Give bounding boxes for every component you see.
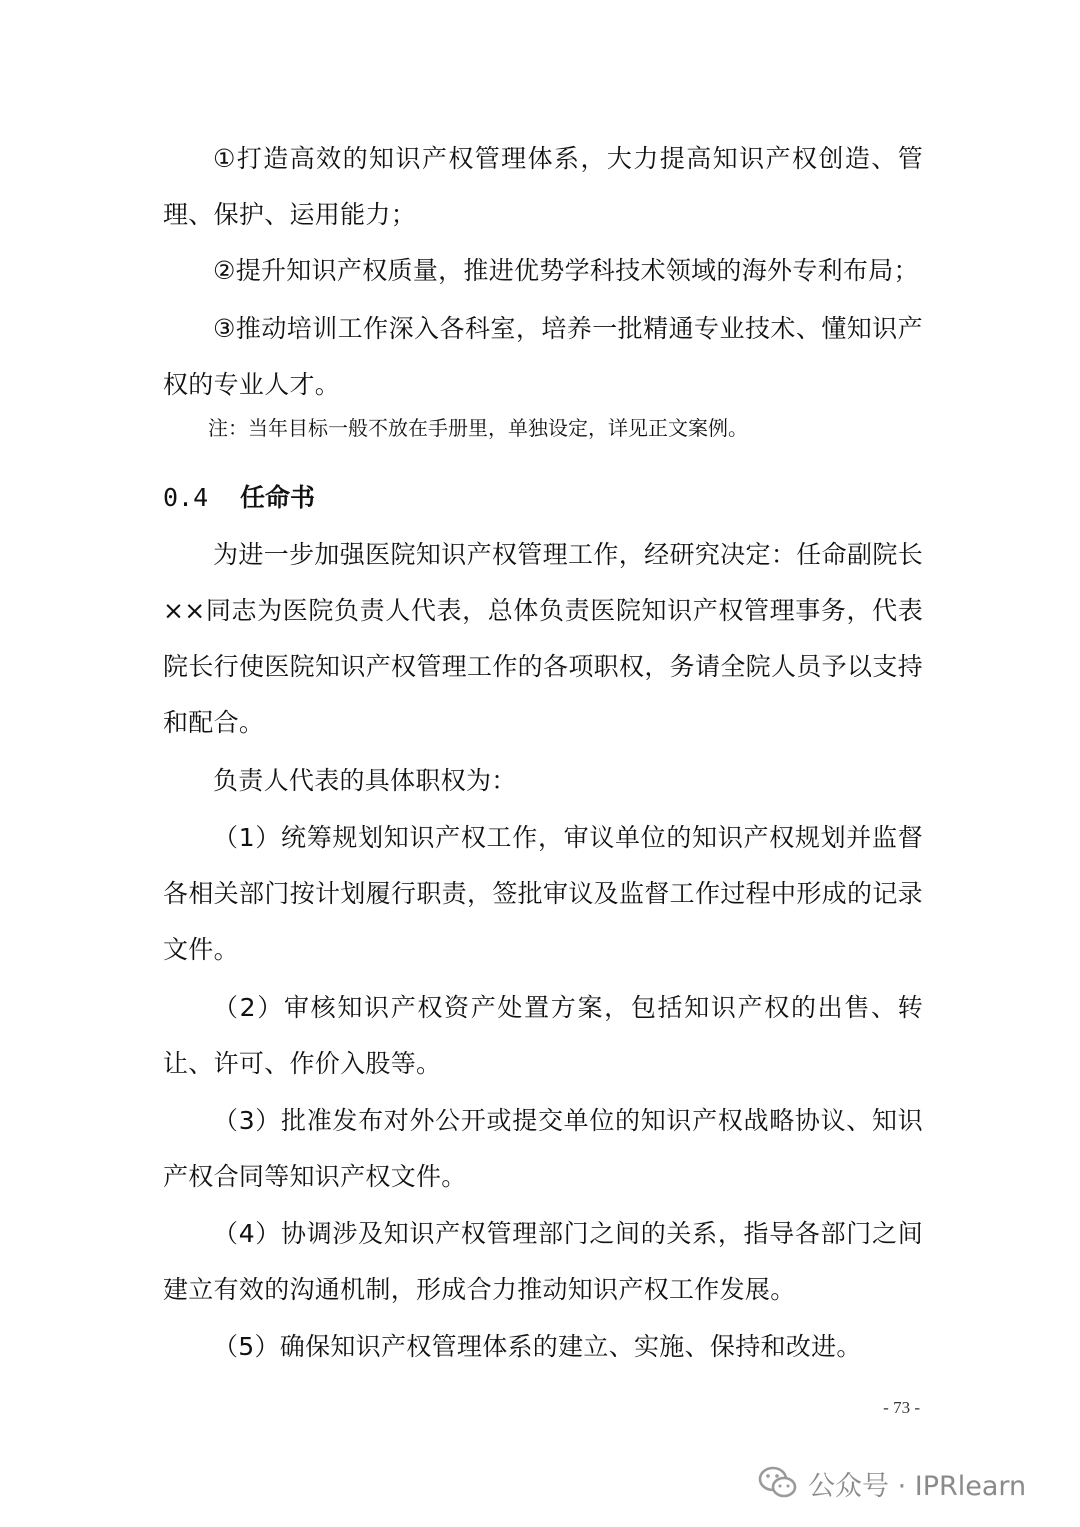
- duty-item-3: （3）批准发布对外公开或提交单位的知识产权战略协议、知识产权合同等知识产权文件。: [163, 1106, 923, 1191]
- duty-item-2: （2）审核知识产权资产处置方案，包括知识产权的出售、转让、许可、作价入股等。: [163, 993, 923, 1078]
- duty-item-1: （1）统筹规划知识产权工作，审议单位的知识产权规划并监督各相关部门按计划履行职责，签批审议及监督工作过程中形成的记录文件。: [163, 823, 923, 964]
- section-heading: [163, 478, 315, 518]
- section-title: 任命书: [240, 483, 316, 512]
- section-number: 0.4: [163, 483, 209, 512]
- page-number: - 73 -: [883, 1398, 920, 1417]
- goal-paragraph-2: ②提升知识产权质量，推进优势学科技术领域的海外专利布局；: [213, 256, 919, 285]
- note-text: 注：当年目标一般不放在手册里，单独设定，详见正文案例。: [208, 416, 748, 440]
- duty-item-5: （5）确保知识产权管理体系的建立、实施、保持和改进。: [213, 1332, 862, 1361]
- goal-paragraph-1: ①打造高效的知识产权管理体系，大力提高知识产权创造、管理、保护、运用能力；: [163, 144, 923, 229]
- appointment-intro: 为进一步加强医院知识产权管理工作，经研究决定：任命副院长××同志为医院负责人代表，总体负责医院知识产权管理事务，代表院长行使医院知识产权管理工作的各项职权，务请全院人员予以支持和配合。: [163, 540, 923, 737]
- duties-intro: 负责人代表的具体职权为：: [213, 766, 517, 795]
- watermark-text: 公众号 · IPRlearn: [808, 1470, 1027, 1502]
- watermark: [758, 1458, 1026, 1508]
- goal-paragraph-3: ③推动培训工作深入各科室，培养一批精通专业技术、懂知识产权的专业人才。: [163, 314, 923, 399]
- wechat-icon: [758, 1465, 798, 1501]
- duty-item-4: （4）协调涉及知识产权管理部门之间的关系，指导各部门之间建立有效的沟通机制，形成合力推动知识产权工作发展。: [163, 1219, 923, 1304]
